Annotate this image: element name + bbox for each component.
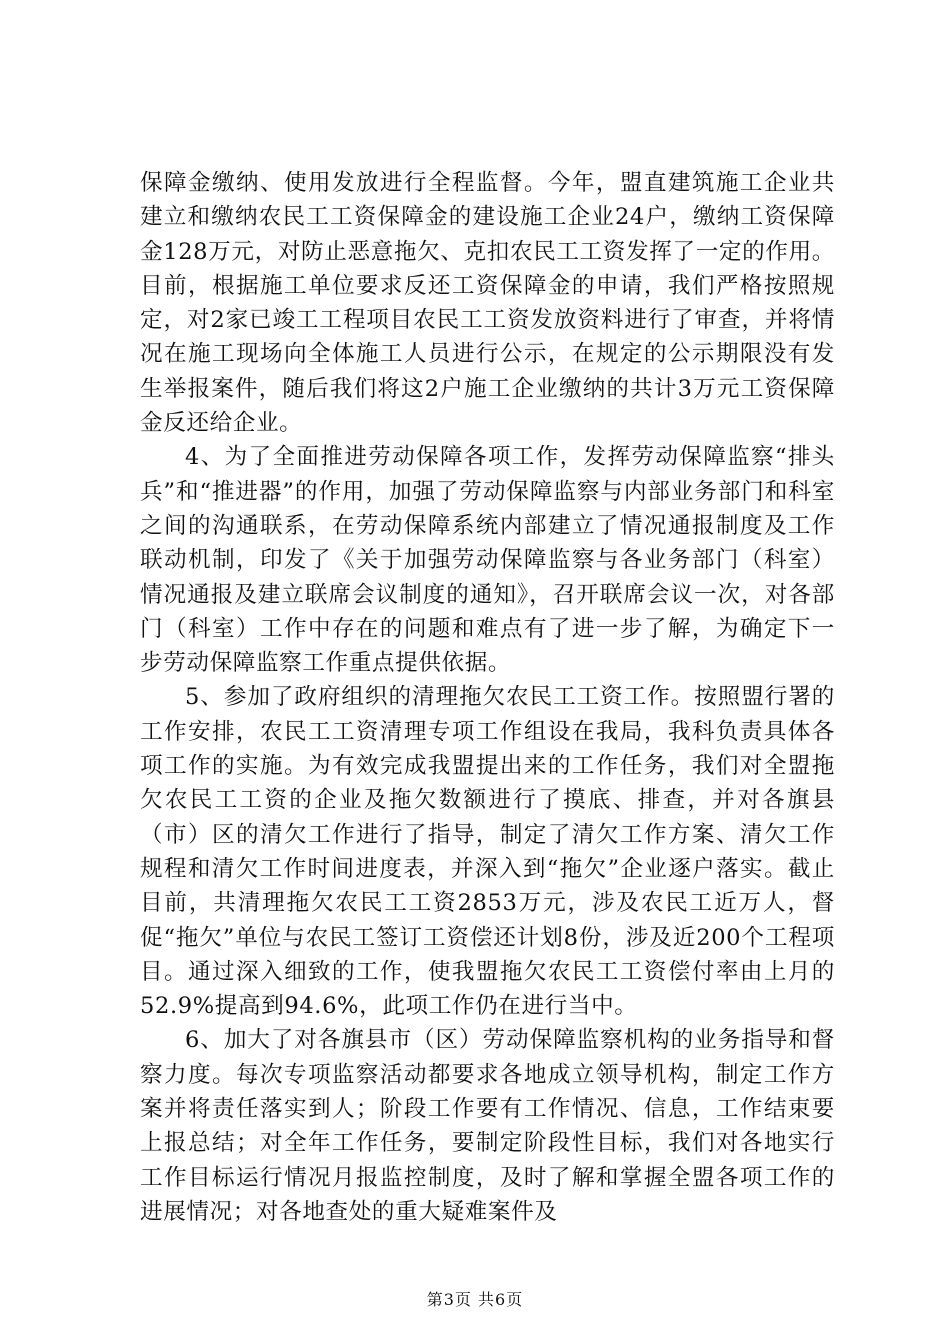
body-text <box>140 166 835 1229</box>
paragraph-item-6: 6、加大了对各旗县市（区）劳动保障监察机构的业务指导和督察力度。每次专项监察活动都要求各地成立领导机构，制定工作方案并将责任落实到人；阶段工作要有工作情况、信息，工作结束要上报总结；对全年工作任务，要制定阶段性目标，我们对各地实行工作目标运行情况月报监控制度，及时了解和掌握全盟各项工作的进展情况；对各地查处的重大疑难案件及 <box>140 1027 835 1225</box>
page-number-footer: 第3页 共6页 <box>426 1290 524 1309</box>
paragraph-item-5: 5、参加了政府组织的清理拖欠农民工工资工作。按照盟行署的工作安排，农民工工资清理专项工作组设在我局，我科负责具体各项工作的实施。为有效完成我盟提出来的工作任务，我们对全盟拖欠农民工工资的企业及拖欠数额进行了摸底、排查，并对各旗县（市）区的清欠工作进行了指导，制定了清欠工作方案、清欠工作规程和清欠工作时间进度表，并深入到“拖欠”企业逐户落实。截止目前，共清理拖欠农民工工资2853万元，涉及农民工近万人，督促“拖欠”单位与农民工签订工资偿还计划8份，涉及近200个工程项目。通过深入细致的工作，使我盟拖欠农民工工资偿付率由上月的52.9%提高到94.6%，此项工作仍在进行当中。 <box>140 684 835 1020</box>
paragraph-continuation: 保障金缴纳、使用发放进行全程监督。今年，盟直建筑施工企业共建立和缴纳农民工工资保障金的建设施工企业24户，缴纳工资保障金128万元，对防止恶意拖欠、克扣农民工工资发挥了一定的作用。目前，根据施工单位要求反还工资保障金的申请，我们严格按照规定，对2家已竣工工程项目农民工工资发放资料进行了审查，并将情况在施工现场向全体施工人员进行公示，在规定的公示期限没有发生举报案件，随后我们将这2户施工企业缴纳的共计3万元工资保障金反还给企业。 <box>140 170 835 437</box>
paragraph-item-4: 4、为了全面推进劳动保障各项工作，发挥劳动保障监察“排头兵”和“推进器”的作用，加强了劳动保障监察与内部业务部门和科室之间的沟通联系，在劳动保障系统内部建立了情况通报制度及工作联动机制，印发了《关于加强劳动保障监察与各业务部门（科室）情况通报及建立联席会议制度的通知》，召开联席会议一次，对各部门（科室）工作中存在的问题和难点有了进一步了解，为确定下一步劳动保障监察工作重点提供依据。 <box>140 444 835 677</box>
